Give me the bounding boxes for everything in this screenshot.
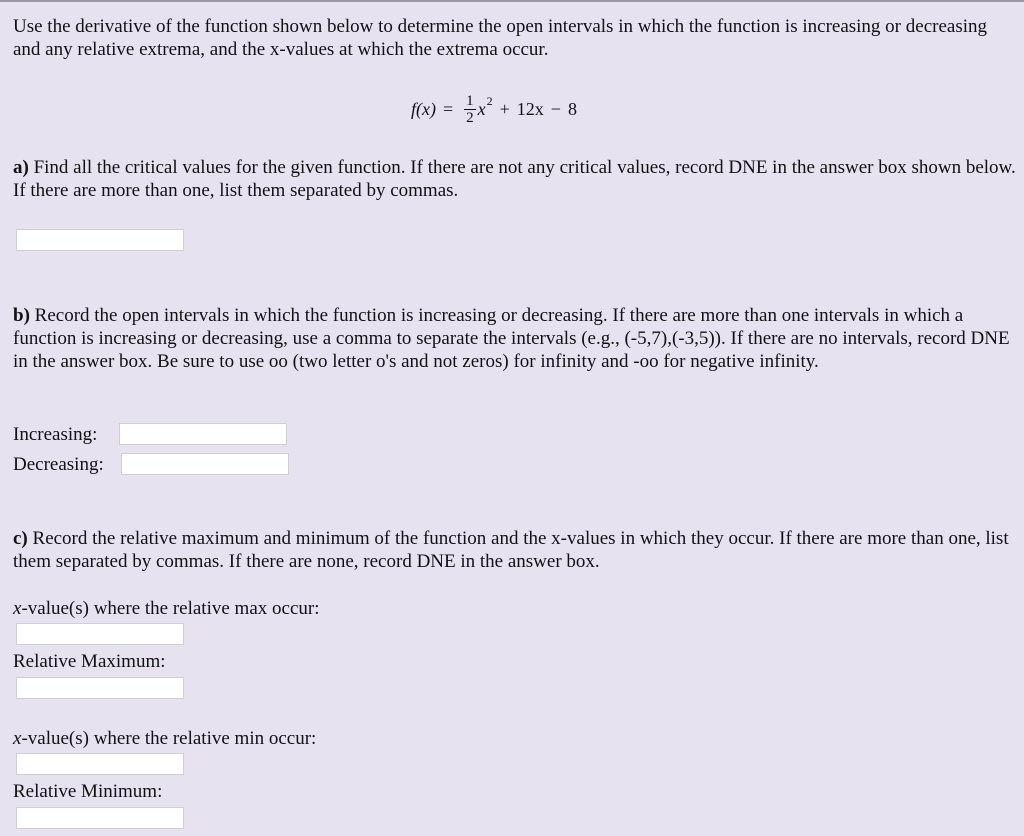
part-c-instructions (13, 527, 1016, 573)
part-b-prefix: b) (13, 305, 30, 326)
relative-min-x-input[interactable] (16, 753, 184, 775)
formula-fraction (464, 93, 476, 126)
part-c-text: Record the relative maximum and minimum of the function and the x-values in which they occur. If there are more than one, list them separated by commas. If there are none, record DNE in the answer box. (13, 528, 1009, 572)
relative-min-label: Relative Minimum: (13, 781, 163, 802)
relative-max-label: Relative Maximum: (13, 651, 166, 672)
relative-min-x-text: -value(s) where the relative min occur: (21, 728, 317, 749)
part-a-prefix: a) (13, 157, 29, 178)
formula-lhs: f(x) (411, 98, 436, 119)
relative-max-input[interactable] (16, 677, 184, 699)
relative-max-x-label (13, 597, 319, 620)
relative-min-x-var: x (13, 728, 22, 749)
part-a-text: Find all the critical values for the given function. If there are not any critical values, record DNE in the answer box shown below. If there are more than one, list them separated by commas. (13, 157, 1016, 201)
question-intro: Use the derivative of the function shown below to determine the open intervals in which the function is increasing or decreasing and any relative extrema, and the x-values at which the extrema occur. (13, 16, 987, 60)
function-formula (411, 86, 577, 132)
decreasing-label: Decreasing: (13, 454, 104, 475)
formula-variable: x (477, 98, 486, 119)
part-a-instructions (13, 156, 1016, 202)
part-c-prefix: c) (13, 528, 28, 549)
part-b-text: Record the open intervals in which the function is increasing or decreasing. If there are more than one intervals in which a function is increasing or decreasing, use a comma to separate the intervals (e.g., (-5,7),(-3,5)). If there are no intervals, record DNE in the answer box. Be sure to use oo (two letter o's and not zeros) for infinity and -oo for negative infinity. (13, 305, 1010, 372)
fraction-denominator: 2 (466, 109, 474, 126)
relative-max-x-text: -value(s) where the relative max occur: (21, 598, 320, 619)
fraction-numerator: 1 (466, 92, 474, 109)
formula-minus: − (550, 98, 561, 119)
relative-max-x-var: x (13, 598, 22, 619)
critical-values-input[interactable] (16, 229, 184, 251)
formula-linear-term: 12x (516, 98, 544, 119)
formula-plus: + (499, 98, 510, 119)
formula-constant: 8 (567, 98, 577, 119)
top-divider (0, 0, 1024, 2)
increasing-label: Increasing: (13, 424, 98, 445)
formula-equals: = (442, 98, 454, 119)
part-b-instructions (13, 304, 1016, 373)
decreasing-input[interactable] (121, 453, 289, 475)
formula-exponent: 2 (486, 93, 493, 108)
relative-min-x-label (13, 727, 316, 750)
relative-max-x-input[interactable] (16, 623, 184, 645)
increasing-input[interactable] (119, 423, 287, 445)
relative-min-input[interactable] (16, 807, 184, 829)
